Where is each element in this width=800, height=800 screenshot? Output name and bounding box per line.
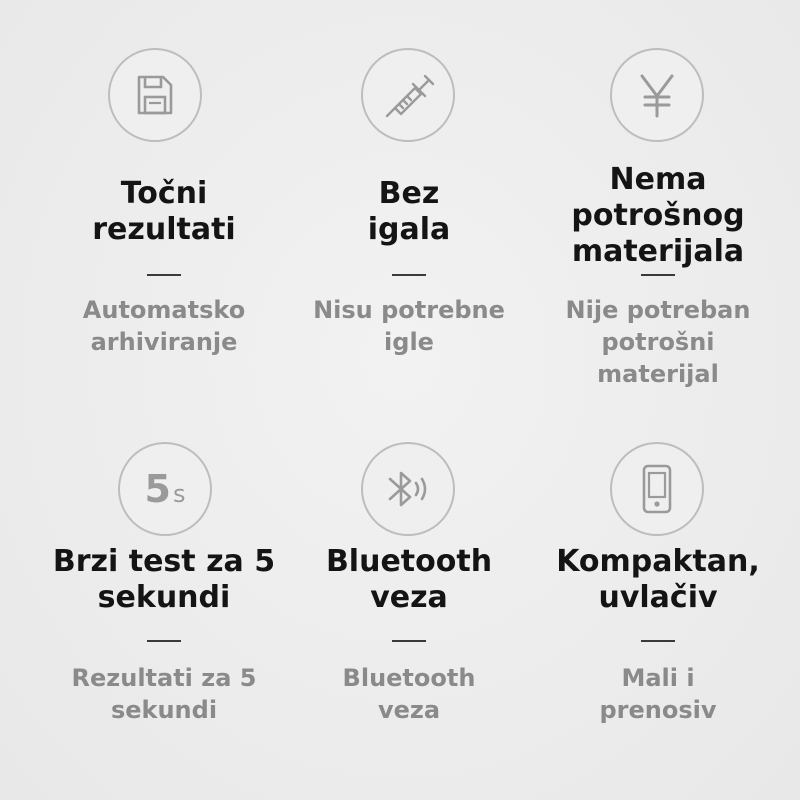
feature-icon-circle [118,442,212,536]
feature-compact [538,0,778,800]
feature-subtitle: Bluetooth veza [342,664,476,724]
feature-title: Bluetooth veza [325,544,493,615]
feature-subtitle: Nisu potrebne igle [313,296,505,356]
feature-title: Brzi test za 5 sekundi [52,544,276,615]
feature-icon-circle [361,442,455,536]
feature-divider [641,640,675,642]
feature-divider [392,640,426,642]
feature-title: Kompaktan, uvlačiv [556,544,760,615]
feature-title: Nema potrošnog materijala [571,162,745,269]
feature-divider [147,640,181,642]
feature-fast-test [44,0,284,800]
feature-bluetooth [289,0,529,800]
feature-title: Točni rezultati [92,176,236,247]
feature-subtitle: Nije potreban potrošni materijal [565,296,751,388]
feature-icon-circle [610,442,704,536]
feature-subtitle: Rezultati za 5 sekundi [71,664,257,724]
bluetooth-icon [380,463,436,515]
five-seconds-icon-unit: s [172,480,186,508]
feature-subtitle: Mali i prenosiv [599,664,717,724]
five-seconds-icon-number: 5 [144,467,171,511]
phone-icon [640,463,674,515]
feature-subtitle: Automatsko arhiviranje [82,296,246,356]
five-seconds-icon [144,467,186,511]
feature-title: Bez igala [367,176,451,247]
